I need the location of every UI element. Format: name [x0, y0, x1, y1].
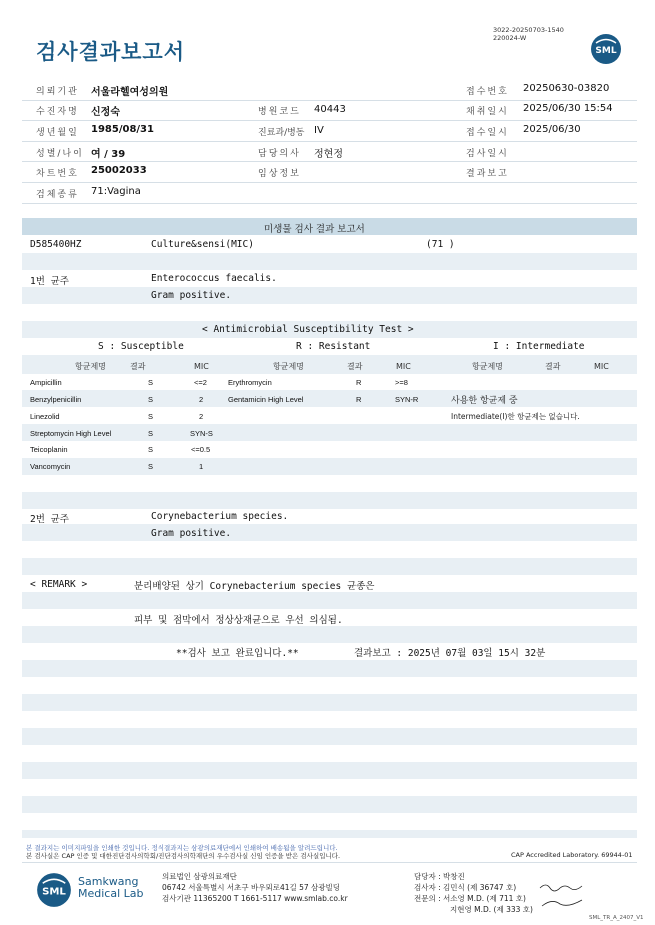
form-code: SML_TR_A_2407_V1: [589, 915, 644, 921]
row-band: [22, 694, 637, 711]
legend-intermediate: I : Intermediate: [493, 341, 585, 352]
drug-result: R: [356, 378, 362, 387]
drug-name: Gentamicin High Level: [228, 395, 304, 404]
drug-result: S: [148, 395, 154, 404]
test-number: (71 ): [426, 239, 455, 250]
section-title: 미생물 검사 결과 보고서: [264, 224, 365, 235]
remark-line1: 분리배양된 상기 Corynebacterium species 균종은: [134, 581, 375, 592]
test-date-label: 검사일시: [466, 149, 509, 159]
col-drug-header: 항균제명: [472, 362, 503, 371]
row-band: [22, 287, 637, 304]
patient-value: 신정숙: [91, 107, 120, 118]
drug-mic: SYN-R: [395, 395, 419, 404]
sml-logo-icon: [590, 33, 622, 65]
organism-2-name: Corynebacterium species.: [151, 511, 289, 522]
receipt-no-value: 20250630-03820: [523, 83, 610, 94]
cap-accreditation: CAP Accredited Laboratory. 69944-01: [511, 851, 633, 859]
row-band: [22, 626, 637, 643]
sml-logo-icon: [36, 872, 72, 908]
collect-label: 채취일시: [466, 107, 509, 117]
chart-value: 25002033: [91, 165, 147, 176]
legend-susceptible: S : Susceptible: [98, 341, 184, 352]
doctor-label: 담당의사: [258, 149, 301, 159]
drug-result: R: [356, 395, 362, 404]
institution-value: 서울라헬여성의원: [91, 87, 169, 98]
footer-note-print: 본 결과지는 이미지파일을 인쇄한 것입니다. 정식결과지는 삼광의료재단에서 인쇄하여 배송됨을 알려드립니다.: [26, 844, 338, 852]
ast-note-line2: Intermediate(I)한 항균제는 없습니다.: [451, 412, 580, 421]
drug-result: S: [148, 462, 154, 471]
svg-text:SML: SML: [42, 886, 66, 898]
dept-value: IV: [314, 125, 324, 136]
organism-2-label: 2번 균주: [30, 514, 69, 525]
drug-name: Teicoplanin: [30, 445, 68, 454]
dob-label: 생년월일: [36, 128, 79, 138]
col-mic-header: MIC: [594, 362, 609, 371]
row-band: [22, 558, 637, 575]
organism-2-gram: Gram positive.: [151, 528, 232, 539]
remark-line2: 피부 및 점막에서 정상상재균으로 우선 의심됨.: [134, 615, 343, 626]
clinical-label: 임상정보: [258, 169, 301, 179]
footer-note-cap: 본 검사실은 CAP 인증 및 대한진단검사의학회/진단검사의학재단의 우수검사실 신임 인증을 받은 검사실입니다.: [26, 852, 341, 860]
row-band: [22, 492, 637, 509]
page-title: 검사결과보고서: [36, 40, 186, 64]
drug-mic: >=8: [395, 378, 408, 387]
col-mic-header: MIC: [396, 362, 411, 371]
lab-address-block: 의료법인 삼광의료재단 06742 서울특별시 서초구 바우뫼로41길 57 삼광빌딩 검사기관 11365200 T 1661-5117 www.smlab.co.kr: [162, 872, 348, 903]
dob-value: 1985/08/31: [91, 124, 154, 135]
divider: [22, 161, 637, 162]
result-report-label: 결과보고: [466, 169, 509, 179]
receipt-date-value: 2025/06/30: [523, 124, 581, 135]
legend-resistant: R : Resistant: [296, 341, 371, 352]
test-code: D585400HZ: [30, 239, 82, 250]
chart-label: 차트번호: [36, 169, 79, 179]
divider: [22, 182, 637, 183]
row-band: [22, 424, 637, 441]
col-drug-header: 항균제명: [75, 362, 106, 371]
col-drug-header: 항균제명: [273, 362, 304, 371]
brand-name: Samkwang Medical Lab: [78, 875, 144, 900]
drug-name: Ampicillin: [30, 378, 62, 387]
dept-label: 진료과/병동: [258, 128, 305, 138]
row-band: [22, 762, 637, 779]
col-result-header: 결과: [347, 362, 363, 371]
drug-mic: <=0.5: [191, 445, 211, 454]
organism-1-gram: Gram positive.: [151, 290, 232, 301]
test-name: Culture&sensi(MIC): [151, 239, 254, 250]
divider: [22, 141, 637, 142]
row-band: [22, 458, 637, 475]
receipt-no-label: 접수번호: [466, 87, 509, 97]
drug-name: Benzylpenicillin: [30, 395, 82, 404]
row-band: [22, 660, 637, 677]
drug-name: Streptomycin High Level: [30, 429, 112, 438]
ward-code-value: 40443: [314, 104, 346, 115]
drug-name: Vancomycin: [30, 462, 71, 471]
col-result-header: 결과: [545, 362, 561, 371]
signature-icon: [538, 878, 588, 912]
ast-title: < Antimicrobial Susceptibility Test >: [202, 324, 414, 335]
collect-value: 2025/06/30 15:54: [523, 103, 613, 114]
drug-mic: 2: [199, 395, 204, 404]
organism-1-label: 1번 균주: [30, 276, 69, 287]
patient-label: 수진자명: [36, 107, 79, 117]
col-result-header: 결과: [130, 362, 146, 371]
divider: [22, 203, 637, 204]
row-band: [22, 524, 637, 541]
doctor-value: 정현정: [314, 149, 343, 160]
sex-age-value: 여 / 39: [91, 149, 126, 160]
row-band: [22, 728, 637, 745]
staff-block: 담당자 : 박창진 검사자 : 김민식 (제 36747 호) 전문의 : 서소영 M.D. (제 711 호) 지현영 M.D. (제 333 호): [414, 872, 533, 914]
specimen-value: 71:Vagina: [91, 186, 141, 197]
report-time: 결과보고 : 2025년 07월 03일 15시 32분: [354, 648, 546, 659]
ast-note-line1: 사용한 항균제 중: [451, 396, 518, 406]
row-band: [22, 830, 637, 838]
svg-text:SML: SML: [595, 46, 617, 56]
institution-label: 의뢰기관: [36, 87, 79, 97]
remark-label: < REMARK >: [30, 579, 88, 590]
row-band: [22, 796, 637, 813]
sex-age-label: 성별/나이: [36, 149, 84, 159]
row-band: [22, 592, 637, 609]
col-mic-header: MIC: [194, 362, 209, 371]
drug-mic: 1: [199, 462, 204, 471]
divider: [22, 862, 637, 863]
drug-result: S: [148, 445, 154, 454]
report-complete: **검사 보고 완료입니다.**: [176, 648, 299, 659]
drug-mic: 2: [199, 412, 204, 421]
ward-code-label: 병원코드: [258, 107, 301, 117]
row-band: [22, 253, 637, 270]
drug-result: S: [148, 412, 154, 421]
divider: [22, 120, 637, 121]
drug-name: Erythromycin: [228, 378, 272, 387]
organism-1-name: Enterococcus faecalis.: [151, 273, 277, 284]
receipt-date-label: 접수일시: [466, 128, 509, 138]
row-band: [22, 390, 637, 407]
drug-result: S: [148, 429, 154, 438]
document-code: 3022-20250703-1540 220024-W: [493, 26, 564, 42]
specimen-label: 검체종류: [36, 190, 79, 200]
drug-name: Linezolid: [30, 412, 60, 421]
divider: [22, 100, 637, 101]
drug-mic: <=2: [194, 378, 207, 387]
drug-mic: SYN-S: [190, 429, 213, 438]
drug-result: S: [148, 378, 154, 387]
